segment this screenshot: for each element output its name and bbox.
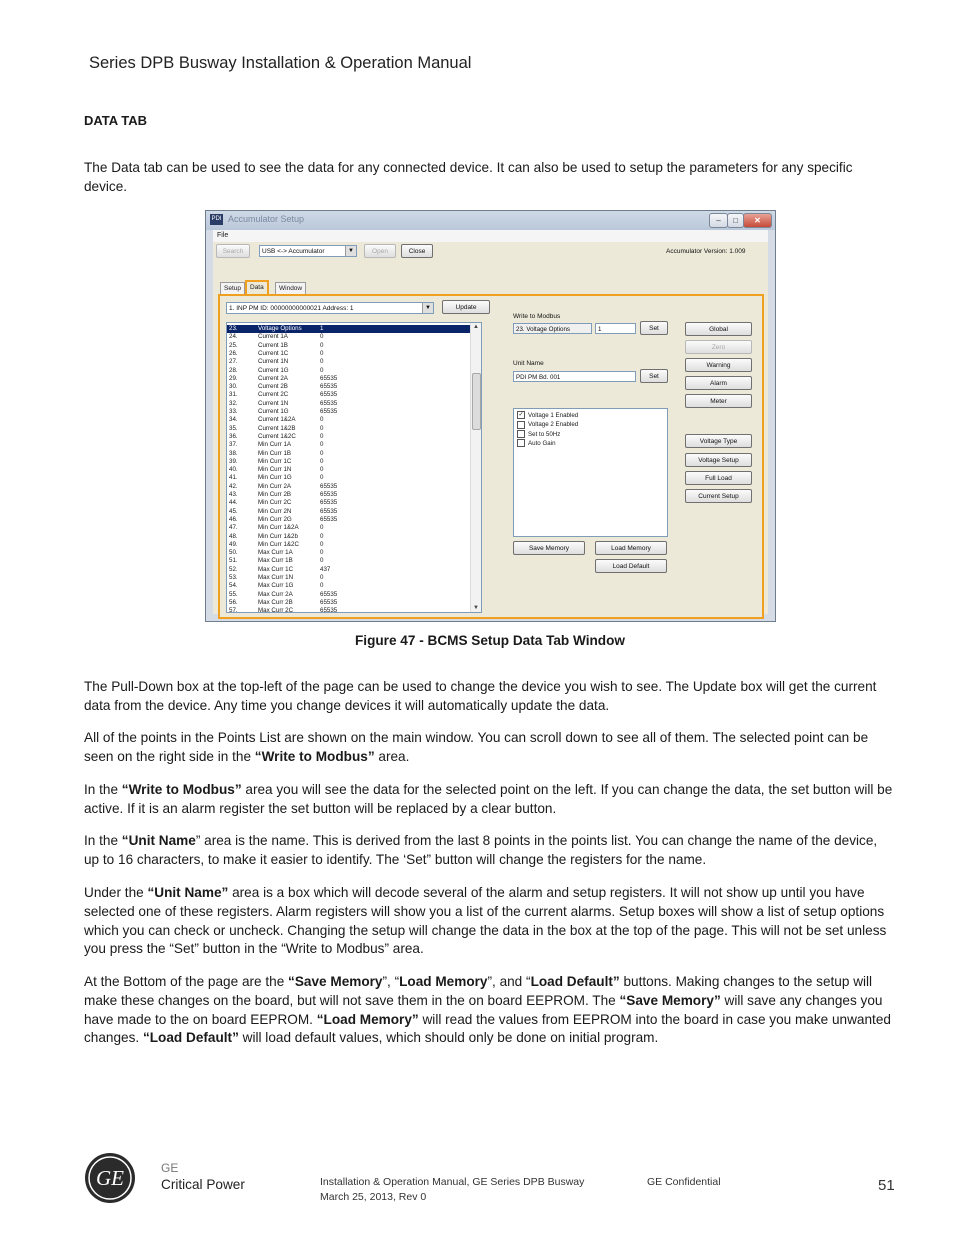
point-name: Max Curr 2C (258, 607, 294, 613)
checkbox[interactable]: ✓ (518, 412, 524, 419)
setup-option-label: Auto Gain (528, 439, 556, 447)
scroll-up-icon[interactable]: ▲ (473, 324, 479, 330)
points-list-item[interactable] (227, 358, 473, 366)
point-name: Current 1&2C (258, 432, 296, 440)
load-memory-button[interactable]: Load Memory (595, 541, 667, 555)
points-list-item[interactable] (227, 474, 473, 482)
minimize-button[interactable]: – (709, 213, 728, 228)
window-titlebar (206, 211, 775, 230)
point-number: 26. (229, 349, 238, 357)
point-value: 0 (320, 333, 324, 341)
point-name: Current 1G (258, 408, 289, 415)
write-value-input[interactable]: 1 (595, 323, 636, 334)
load-default-button[interactable]: Load Default (595, 559, 667, 573)
paragraph-decode-box: Under the “Unit Name” area is a box which will decode several of the alarm and setup registers. It will not show up until you have selected one of these registers. Alarm registers will show you a list of the current alarms. Setup boxes will show a list of setup options which you can check or uncheck. Changing the setup will change the data in the box at the top of the page. This will not be set unless you press the “Set” button in the “Write to Modbus” area. (84, 885, 887, 957)
points-list-item[interactable] (227, 533, 473, 541)
points-list-item[interactable] (227, 450, 473, 458)
points-list-item[interactable] (227, 483, 473, 491)
point-value: 0 (320, 366, 324, 374)
point-name: Voltage Options (258, 325, 302, 332)
point-number: 41. (229, 474, 238, 482)
paragraph-points-list: All of the points in the Points List are shown on the main window. You can scroll down to see all of them. The selected point can be seen on the right side in the “Write to Modbus” area. (84, 730, 869, 764)
points-list-item[interactable] (227, 350, 473, 358)
footer-manual-title: Installation & Operation Manual, GE Series DPB Busway (320, 1176, 585, 1188)
search-button[interactable]: Search (216, 244, 250, 258)
point-value: 0 (320, 341, 324, 349)
connection-value: USB <-> Accumulator (262, 248, 325, 255)
point-number: 34. (229, 416, 238, 424)
point-value: 0 (320, 424, 324, 432)
scroll-down-icon[interactable]: ▼ (473, 605, 479, 611)
point-value: 0 (320, 457, 324, 465)
points-list-item[interactable] (227, 499, 473, 507)
point-number: 32. (229, 399, 238, 407)
point-number: 53. (229, 574, 238, 581)
point-name: Min Curr 2C (258, 499, 292, 507)
open-button[interactable]: Open (364, 244, 396, 258)
point-number: 24. (229, 333, 238, 341)
point-number: 25. (229, 341, 238, 349)
svg-text:GE: GE (96, 1166, 124, 1190)
point-name: Max Curr 1B (258, 557, 293, 565)
point-value: 65535 (320, 515, 338, 523)
close-window-button[interactable]: ✕ (743, 213, 772, 228)
setup-option[interactable] (517, 439, 556, 448)
points-list-item[interactable] (227, 491, 473, 499)
point-value: 0 (320, 466, 324, 474)
maximize-button[interactable]: □ (727, 213, 744, 228)
point-name: Max Curr 2B (258, 598, 293, 606)
point-number: 44. (229, 499, 238, 507)
point-value: 0 (320, 557, 324, 565)
points-list-item[interactable] (227, 541, 473, 549)
points-list-item[interactable] (227, 516, 473, 524)
points-list-item[interactable] (227, 458, 473, 466)
paragraph-pulldown: The Pull-Down box at the top-left of the page can be used to change the device you wish to see. The Update box will get the current data from the device. Any time you change devices it will automatically update the data. (84, 679, 877, 713)
setup-option[interactable] (517, 420, 578, 429)
point-name: Current 2C (258, 391, 289, 399)
unit-name-label: Unit Name (513, 360, 544, 367)
point-number: 50. (229, 549, 238, 557)
point-name: Min Curr 1B (258, 449, 292, 457)
paragraph-unit-name: In the “Unit Name” area is the name. This is derived from the last 8 points in the points list. You can change the name of the device, up to 16 characters, to make it easier to identify. The ‘Set” button will change the registers for the name. (84, 833, 878, 867)
point-number: 28. (229, 366, 238, 374)
points-list-item[interactable] (227, 333, 473, 341)
point-name: Min Curr 2N (258, 507, 292, 515)
point-name: Current 1A (258, 333, 288, 341)
points-list-item[interactable] (227, 325, 473, 333)
point-number: 37. (229, 441, 238, 449)
menu-bar (213, 230, 768, 242)
page-number: 51 (878, 1177, 895, 1194)
points-list-item[interactable] (227, 391, 473, 399)
device-value: 1. INP PM ID: 00000000000021 Address: 1 (229, 305, 354, 312)
footer-confidential: GE Confidential (647, 1176, 721, 1188)
point-name: Min Curr 2B (258, 491, 292, 498)
points-list-item[interactable] (227, 433, 473, 441)
point-number: 47. (229, 524, 238, 532)
setup-options-list (513, 408, 668, 537)
point-number: 48. (229, 532, 238, 540)
point-number: 33. (229, 408, 238, 415)
point-value: 0 (320, 358, 324, 366)
voltage-setup-button[interactable]: Voltage Setup (685, 453, 752, 467)
point-number: 29. (229, 374, 238, 382)
point-name: Max Curr 1G (258, 582, 294, 590)
setup-option-label: Set to 50Hz (528, 430, 561, 438)
points-list-item[interactable] (227, 441, 473, 449)
point-number: 42. (229, 482, 238, 490)
point-value: 0 (320, 474, 324, 482)
point-number: 56. (229, 598, 238, 606)
point-value: 0 (320, 532, 324, 540)
set-write-button[interactable]: Set (640, 321, 668, 335)
point-number: 23. (229, 325, 238, 332)
points-list-item[interactable] (227, 383, 473, 391)
alarm-button[interactable]: Alarm (685, 376, 752, 390)
points-scrollbar[interactable] (470, 323, 481, 612)
point-name: Min Curr 2A (258, 482, 292, 490)
point-value: 65535 (320, 408, 338, 415)
point-name: Min Curr 1A (258, 441, 292, 449)
point-value: 65535 (320, 383, 338, 391)
tab-setup[interactable]: Setup (220, 282, 245, 294)
ge-logo (84, 1152, 136, 1204)
full-load-button[interactable]: Full Load (685, 471, 752, 485)
point-value: 65535 (320, 499, 338, 507)
point-value: 0 (320, 449, 324, 457)
point-number: 38. (229, 449, 238, 457)
point-number: 36. (229, 432, 238, 440)
point-name: Min Curr 2G (258, 515, 292, 523)
zero-button[interactable]: Zero (685, 340, 752, 354)
point-name: Min Curr 1&2A (258, 524, 299, 532)
point-name: Current 1N (258, 358, 289, 366)
set-unit-name-button[interactable]: Set (640, 369, 668, 383)
points-list-item[interactable] (227, 375, 473, 383)
point-value: 65535 (320, 590, 338, 598)
point-value: 0 (320, 524, 324, 532)
point-number: 51. (229, 557, 238, 565)
point-value: 65535 (320, 598, 338, 606)
points-list-item[interactable] (227, 574, 473, 582)
setup-window-screenshot (205, 210, 776, 622)
point-number: 52. (229, 565, 238, 573)
point-value: 0 (320, 582, 324, 590)
window-title: Accumulator Setup (228, 214, 305, 224)
points-list-item[interactable] (227, 425, 473, 433)
checkbox[interactable] (517, 430, 525, 438)
point-value: 0 (320, 540, 324, 548)
point-value: 0 (320, 349, 324, 357)
point-number: 35. (229, 424, 238, 432)
meter-button[interactable]: Meter (685, 394, 752, 408)
point-name: Current 1&2A (258, 416, 296, 424)
point-value: 65535 (320, 491, 338, 498)
point-value: 0 (320, 432, 324, 440)
connection-select[interactable] (259, 245, 357, 257)
app-icon: PDI (210, 214, 223, 225)
point-value: 65535 (320, 507, 338, 515)
point-number: 40. (229, 466, 238, 474)
point-number: 54. (229, 582, 238, 590)
point-value: 65535 (320, 374, 338, 382)
points-list-item[interactable] (227, 400, 473, 408)
point-name: Max Curr 1C (258, 565, 294, 573)
checkbox[interactable] (517, 421, 525, 429)
warning-button[interactable]: Warning (685, 358, 752, 372)
points-list-item[interactable] (227, 408, 473, 416)
point-value: 0 (320, 416, 324, 424)
footer-company-short: GE (161, 1161, 179, 1175)
point-name: Min Curr 1G (258, 474, 292, 482)
points-list-item[interactable] (227, 582, 473, 590)
points-list-item[interactable] (227, 342, 473, 350)
checkbox[interactable] (517, 439, 525, 447)
points-list-item[interactable] (227, 416, 473, 424)
section-heading: DATA TAB (84, 113, 148, 128)
close-button[interactable]: Close (401, 244, 433, 258)
global-button[interactable]: Global (685, 322, 752, 336)
footer-date: March 25, 2013, Rev 0 (320, 1191, 427, 1203)
save-memory-button[interactable]: Save Memory (513, 541, 585, 555)
point-number: 43. (229, 491, 238, 498)
point-number: 31. (229, 391, 238, 399)
footer-company-division: Critical Power (161, 1177, 245, 1192)
point-name: Min Curr 1&2b (258, 532, 298, 540)
point-name: Current 1B (258, 341, 288, 349)
point-name: Current 2B (258, 383, 288, 391)
point-name: Min Curr 1C (258, 457, 292, 465)
point-value: 65535 (320, 607, 338, 613)
write-point-field: 23. Voltage Options (513, 323, 592, 334)
point-name: Min Curr 1N (258, 466, 292, 474)
points-list-item[interactable] (227, 607, 473, 613)
point-name: Max Curr 2A (258, 590, 293, 598)
intro-paragraph: The Data tab can be used to see the data for any connected device. It can also be used to setup the parameters for any specific device. (84, 160, 853, 194)
point-name: Current 1C (258, 349, 289, 357)
point-name: Min Curr 1&2C (258, 540, 299, 548)
point-name: Current 1N (258, 399, 289, 407)
update-button[interactable]: Update (442, 300, 490, 314)
scroll-thumb[interactable] (472, 373, 481, 430)
points-list-item[interactable] (227, 508, 473, 516)
setup-option-label: Voltage 2 Enabled (528, 421, 579, 429)
version-label: Accumulator Version: 1.009 (666, 248, 746, 255)
points-list-item[interactable] (227, 549, 473, 557)
point-name: Max Curr 1N (258, 574, 294, 581)
point-value: 1 (320, 325, 324, 332)
figure-caption: Figure 47 - BCMS Setup Data Tab Window (354, 633, 625, 648)
setup-option[interactable] (517, 411, 578, 420)
point-number: 55. (229, 590, 238, 598)
point-value: 0 (320, 441, 324, 449)
current-setup-button[interactable]: Current Setup (685, 489, 752, 503)
window-client-area (213, 230, 768, 614)
write-to-modbus-label: Write to Modbus (513, 313, 561, 320)
points-list-item[interactable] (227, 367, 473, 375)
document-title: Series DPB Busway Installation & Operation Manual (89, 54, 472, 72)
tab-data[interactable]: Data (245, 280, 269, 295)
points-list-item[interactable] (227, 466, 473, 474)
point-name: Current 1G (258, 366, 289, 374)
point-number: 57. (229, 607, 238, 613)
point-name: Max Curr 1A (258, 549, 293, 557)
points-list-item[interactable] (227, 599, 473, 607)
tab-window[interactable]: Window (275, 282, 306, 294)
point-value: 0 (320, 549, 324, 557)
point-number: 45. (229, 507, 238, 515)
menu-file[interactable]: File (217, 232, 229, 239)
point-value: 65535 (320, 399, 338, 407)
point-value: 437 (320, 565, 331, 573)
point-value: 65535 (320, 391, 338, 399)
voltage-type-button[interactable]: Voltage Type (685, 434, 752, 448)
point-number: 39. (229, 457, 238, 465)
points-list-item[interactable] (227, 524, 473, 532)
chevron-down-icon: ▼ (422, 303, 433, 313)
points-list-item[interactable] (227, 591, 473, 599)
device-select[interactable] (226, 302, 434, 314)
point-number: 27. (229, 358, 238, 366)
points-list-item[interactable] (227, 566, 473, 574)
point-name: Current 1&2B (258, 424, 296, 432)
setup-option[interactable] (517, 430, 560, 439)
paragraph-memory-buttons: At the Bottom of the page are the “Save Memory”, “Load Memory”, and “Load Default” buttons. Making changes to the setup will make these changes on the board, but will not save them in the on board EEPROM. The “Save Memory” will save any changes you have made to the on board EEPROM. “Load Memory” will read the values from EEPROM into the board in case you make unwanted changes. “Load Default” will load default values, which should only be done on initial program. (84, 974, 891, 1046)
points-list[interactable] (226, 322, 482, 613)
point-value: 65535 (320, 482, 338, 490)
point-number: 46. (229, 515, 238, 523)
point-name: Current 2A (258, 374, 288, 382)
paragraph-write-to-modbus: In the “Write to Modbus” area you will see the data for the selected point on the left. If you can change the data, the set button will be active. If it is an alarm register the set button will be replaced by a clear button. (84, 782, 893, 816)
point-number: 49. (229, 540, 238, 548)
unit-name-input[interactable]: PDI PM Bd. 001 (513, 371, 636, 382)
setup-option-label: Voltage 1 Enabled (528, 412, 579, 419)
data-tab-panel (218, 294, 764, 619)
points-list-item[interactable] (227, 557, 473, 565)
point-number: 30. (229, 383, 238, 391)
point-value: 0 (320, 574, 324, 581)
chevron-down-icon: ▼ (345, 246, 356, 256)
